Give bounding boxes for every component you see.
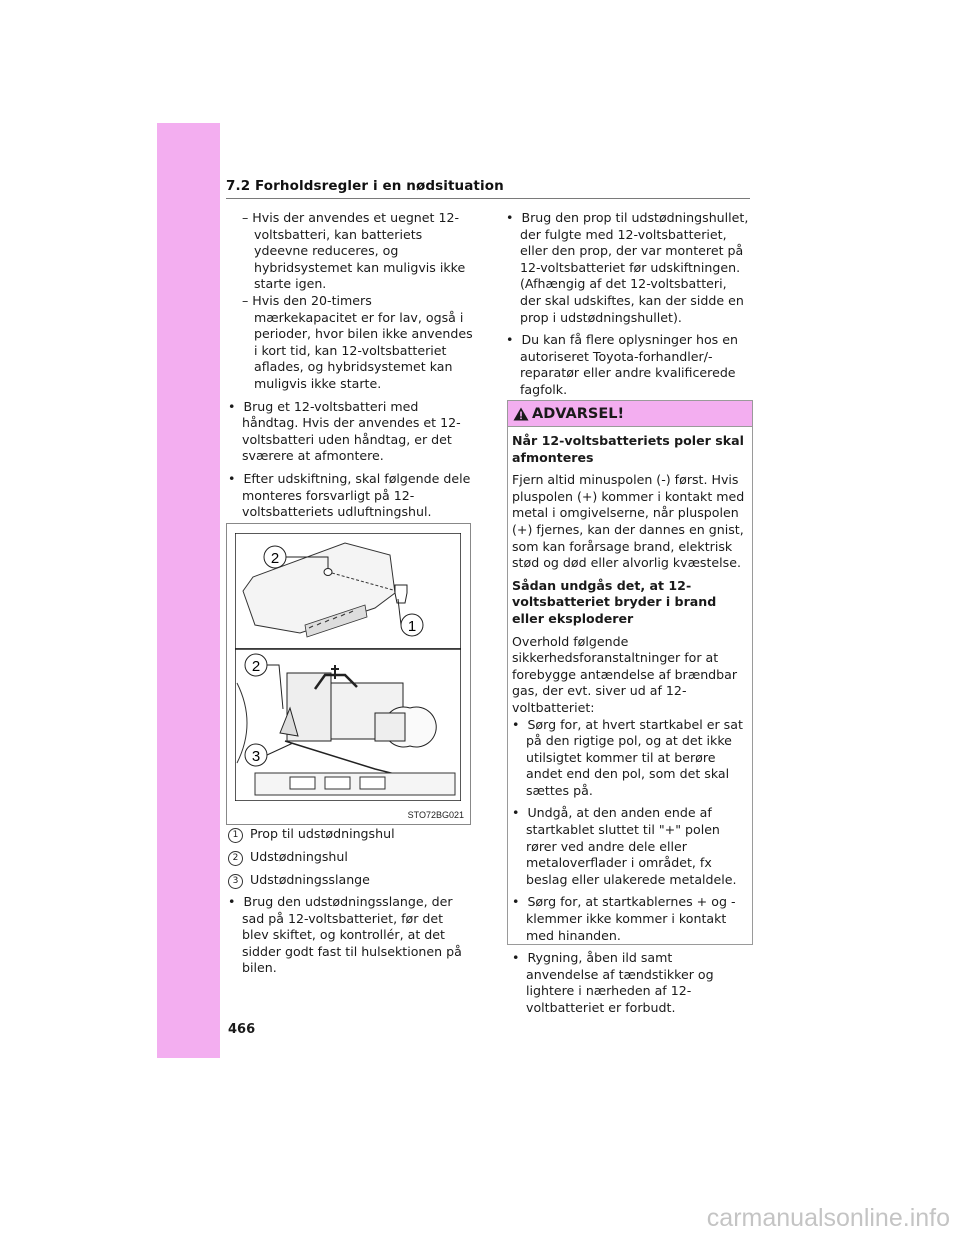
battery-illustration <box>235 533 461 801</box>
bullet-item: • Brug den udstødningsslange, der sad på 12-voltsbatteriet, før det blev skiftet, og kontrollér, at det sidder godt fast til hulsektionen på bilen. <box>228 894 473 977</box>
bullet-item: • Du kan få flere oplysninger hos en autoriseret Toyota-forhandler/-reparatør eller andre kvalificerede fagfolk. <box>506 332 751 398</box>
right-column <box>506 210 751 399</box>
warning-heading: Når 12-voltsbatteriets poler skal afmonteres <box>512 433 744 465</box>
legend-text: Prop til udstødningshul <box>250 826 395 841</box>
bullet-item: • Brug et 12-voltsbatteri med håndtag. Hvis der anvendes et 12-voltsbatteri uden håndtag, er det sværere at afmontere. <box>228 399 473 465</box>
warning-bullet: • Sørg for, at startkablernes + og - klemmer ikke kommer i kontakt med hinanden. <box>512 894 747 944</box>
bullet-item: • Efter udskiftning, skal følgende dele monteres forsvarligt på 12-voltsbatteriets udluftningshul. <box>228 471 473 521</box>
callout-2-bottom: 2 <box>251 658 261 675</box>
warning-bullet: • Undgå, at den anden ende af startkablet sluttet til "+" polen rører ved andre dele eller metaloverflader i området, fx beslag eller ulakerede metaldele. <box>512 805 747 888</box>
warning-icon <box>513 407 529 421</box>
warning-paragraph: Overhold følgende sikkerhedsforanstaltninger for at forebygge antændelse af brændbar gas, der evt. siver ud af 12-voltbatteriet: <box>512 633 738 715</box>
left-column <box>228 210 473 521</box>
callout-2-top: 2 <box>270 550 280 567</box>
warning-header <box>508 401 752 427</box>
bullet-item: • Brug den prop til udstødningshullet, der fulgte med 12-voltsbatteriet, eller den prop, der var monteret på 12-voltsbatteriet før udskiftningen. (Afhængig af det 12-voltsbatteri, der skal udskiftes, kan der sidde en prop i udstødningshullet). <box>506 210 751 326</box>
warning-bullet: • Rygning, åben ild samt anvendelse af tændstikker og lightere i nærheden af 12-voltbatteriet er forbudt. <box>512 950 747 1016</box>
warning-body <box>508 427 752 1017</box>
dash-item: – Hvis den 20-timers mærkekapacitet er for lav, også i perioder, hvor bilen ikke anvendes i kort tid, kan 12-voltsbatteriet aflades, og hybridsystemet kan muligvis ikke starte. <box>242 292 473 391</box>
legend-item <box>228 872 473 889</box>
page-number: 466 <box>228 1022 256 1037</box>
dash-item: – Hvis der anvendes et uegnet 12-voltsbatteri, kan batteriets ydeevne reduceres, og hybridsystemet kan muligvis ikke starte igen. <box>242 210 466 292</box>
warning-paragraph: Fjern altid minuspolen (-) først. Hvis pluspolen (+) kommer i kontakt med metal i omgivelserne, når pluspolen (+) fjernes, kan der dannes en gnist, som kan forårsage brand, elektrisk stød og død eller alvorlig kvæstelse. <box>512 472 745 571</box>
callout-3: 3 <box>251 748 261 765</box>
watermark: carmanualsonline.info <box>706 1204 950 1232</box>
legend-item <box>228 826 473 843</box>
warning-bullet: • Sørg for, at hvert startkabel er sat på den rigtige pol, og at det ikke utilsigtet kommer til at berøre andet end den pol, som det skal sættes på. <box>512 717 747 800</box>
callout-1: 1 <box>407 618 417 635</box>
section-title: 7.2 Forholdsregler i en nødsituation <box>226 178 504 194</box>
warning-box <box>507 400 753 1015</box>
figure-code: STO72BG021 <box>407 810 464 820</box>
warning-heading: Sådan undgås det, at 12-voltsbatteriet bryder i brand eller eksploderer <box>512 577 717 626</box>
section-divider <box>226 198 750 199</box>
left-after-legend <box>228 894 473 977</box>
side-tab <box>157 123 220 1058</box>
legend-number: 3 <box>228 874 243 889</box>
legend-text: Udstødningsslange <box>250 872 370 887</box>
legend-item <box>228 849 473 866</box>
battery-figure <box>226 523 471 825</box>
legend-text: Udstødningshul <box>250 849 348 864</box>
legend-number: 2 <box>228 851 243 866</box>
warning-title: ADVARSEL! <box>532 405 625 422</box>
legend-number: 1 <box>228 828 243 843</box>
